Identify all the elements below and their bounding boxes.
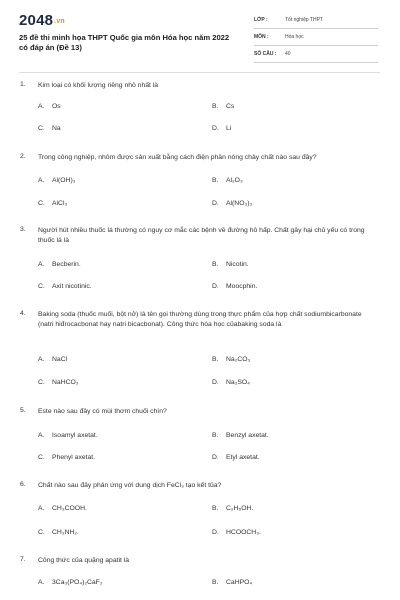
option-a[interactable] [38,177,76,184]
option-letter: A. [38,579,45,586]
meta-row-socau [254,48,378,63]
option-letter: D. [212,200,219,207]
option-b[interactable] [212,579,252,586]
question-number: 4. [20,310,26,317]
option-b[interactable] [212,356,250,363]
option-letter: A. [38,505,45,512]
option-text: Al(NO₃)₃ [226,200,253,207]
document-title: 25 đề thi minh họa THPT Quốc gia môn Hóa học năm 2022 có đáp án (Đề 13) [19,33,230,52]
option-letter: B. [212,103,219,110]
option-letter: C. [38,379,45,386]
option-letter: C. [38,454,45,461]
option-a[interactable] [38,579,102,586]
option-text: HCOOCH₃. [226,529,261,536]
option-c[interactable] [38,283,92,290]
question-number: 3. [20,226,26,233]
option-text: NaHCO₃ [52,379,79,386]
meta-value-mon: Hóa học [285,34,304,40]
option-letter: A. [38,103,45,110]
meta-label-lop: LỚP : [254,17,268,23]
option-d[interactable] [212,200,252,207]
option-letter: B. [212,177,219,184]
option-c[interactable] [38,529,79,536]
meta-row-lop [254,14,378,29]
logo-name: 2048 [19,12,54,29]
question-text: Kim loại có khối lượng riêng nhỏ nhất là [38,82,159,89]
option-letter: B. [212,356,219,363]
option-b[interactable] [212,261,249,268]
option-text: Moocphin. [226,283,258,290]
option-text: Li [226,125,232,132]
option-letter: A. [38,261,45,268]
option-text: 3Ca₃(PO₄)₂CaF₂ [52,579,103,586]
question-number: 7. [20,556,26,563]
option-a[interactable] [38,261,81,268]
option-c[interactable] [38,454,95,461]
option-c[interactable] [38,379,79,386]
option-text: Os [52,103,61,110]
option-text: CaHPO₄ [226,579,253,586]
meta-info [254,14,378,65]
question-number: 6. [20,481,26,488]
option-letter: B. [212,579,219,586]
option-letter: A. [38,432,45,439]
option-text: Na₂SO₄ [226,379,250,386]
option-text: Etyl axetat. [226,454,260,461]
meta-label-mon: MÔN : [254,34,269,40]
option-text: AlCl₃ [52,200,68,207]
option-a[interactable] [38,356,67,363]
option-text: Benzyl axetat. [226,432,269,439]
document-header [0,0,400,72]
header-divider [19,72,380,73]
option-b[interactable] [212,505,253,512]
option-text: Cs [226,103,235,110]
option-letter: A. [38,356,45,363]
option-letter: B. [212,505,219,512]
question-text: Chất nào sau đây phản ứng với dung dịch FeCl₃ tạo kết tủa? [38,482,222,489]
option-letter: C. [38,125,45,132]
question-text: Este nào sau đây có mùi thơm chuối chín? [38,408,167,415]
logo[interactable] [19,12,65,29]
meta-value-lop: Tốt nghiệp THPT [285,17,323,23]
logo-tld: .vn [54,18,65,25]
option-text: NaCl [52,356,68,363]
option-text: CH₃COOH. [52,505,87,512]
option-text: C₂H₅OH. [226,505,254,512]
option-text: Al₂O₃ [226,177,243,184]
question-number: 5. [20,407,26,414]
option-b[interactable] [212,177,243,184]
question-text: Người hút nhiều thuốc lá thường có nguy cơ mắc các bệnh về đường hô hấp. Chất gây hại chủ yếu có trong thuốc lá là [38,227,365,245]
question-number: 1. [20,81,26,88]
option-b[interactable] [212,103,234,110]
option-text: CH₃NH₂. [52,529,79,536]
question-text: Trong công nghiệp, nhôm được sản xuất bằng cách điện phân nóng chảy chất nào sau đây? [38,154,317,161]
option-letter: D. [212,529,219,536]
option-letter: D. [212,283,219,290]
option-d[interactable] [212,379,250,386]
meta-row-mon [254,31,378,46]
option-letter: D. [212,454,219,461]
option-a[interactable] [38,103,61,110]
option-text: Becberin. [52,261,81,268]
option-letter: B. [212,261,219,268]
meta-label-socau: SỐ CÂU : [254,51,277,57]
question-text: Công thức của quặng apatit là [38,557,130,564]
option-a[interactable] [38,505,87,512]
option-c[interactable] [38,200,67,207]
option-d[interactable] [212,283,257,290]
option-letter: D. [212,125,219,132]
option-text: Al(OH)₃ [52,177,76,184]
option-b[interactable] [212,432,269,439]
meta-value-socau: 40 [285,51,291,57]
option-text: Axit nicotinic. [52,283,92,290]
option-text: Nicotin. [226,261,249,268]
option-a[interactable] [38,432,98,439]
option-text: Isoamyl axetat. [52,432,98,439]
option-letter: A. [38,177,45,184]
option-letter: C. [38,529,45,536]
option-letter: B. [212,432,219,439]
option-letter: C. [38,200,45,207]
question-text: Baking soda (thuốc muối, bột nở) là tên gọi thường dùng trong thực phẩm của hợp chất sodiumbicarbonate (natri hiđrocacbonat hay natri bicacbonat). Công thức hóa học củabaking soda là [38,311,362,329]
option-text: Na [52,125,61,132]
question-number: 2. [20,153,26,160]
option-text: Phenyl axetat. [52,454,96,461]
option-text: Na₂CO₃ [226,356,251,363]
option-letter: D. [212,379,219,386]
option-d[interactable] [212,529,261,536]
option-letter: C. [38,283,45,290]
option-c[interactable] [38,125,61,132]
option-d[interactable] [212,125,231,132]
option-d[interactable] [212,454,260,461]
